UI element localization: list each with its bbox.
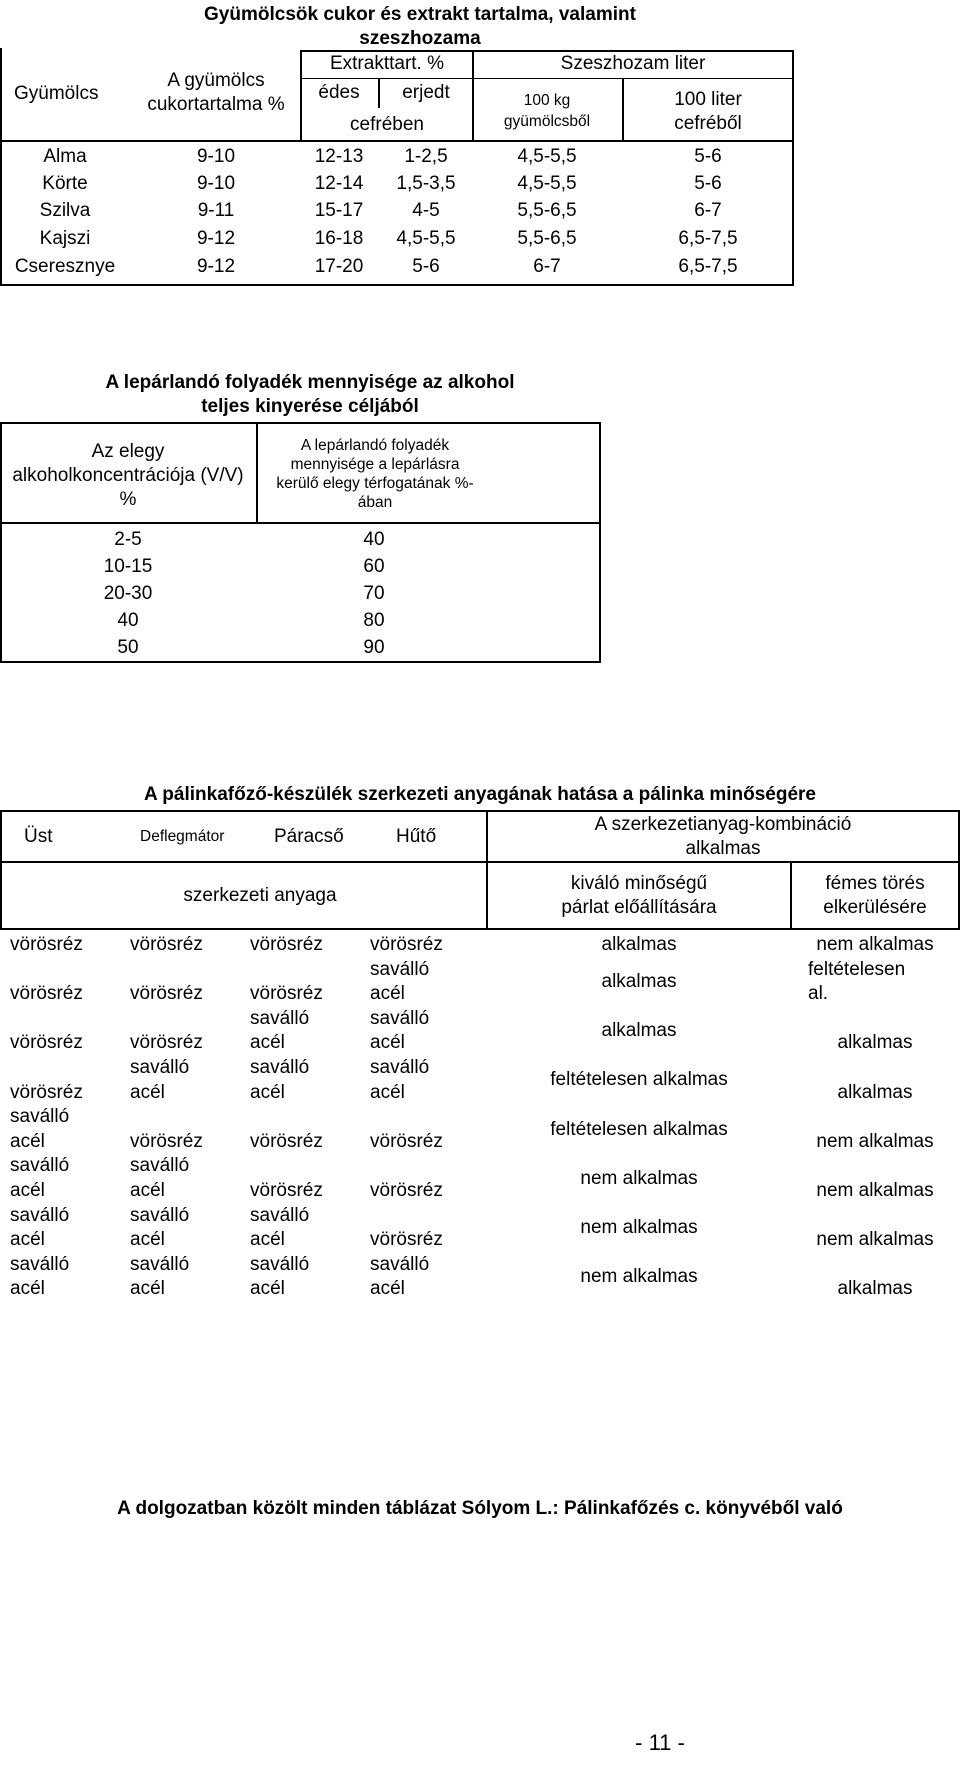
- table1-header-fermented: erjedt: [402, 82, 450, 103]
- table3-divider-metal: [790, 861, 792, 930]
- table3-cell-defl: saválló: [130, 1057, 190, 1078]
- table3-header-quality-line2: párlat előállítására: [561, 897, 717, 918]
- table3-cell-para: saválló: [250, 1253, 310, 1275]
- table1-cell-liter: 6,5-7,5: [678, 228, 738, 249]
- table3-cell-ust: saválló: [10, 1155, 70, 1177]
- table3-title: A pálinkafőző-készülék szerkezeti anyagának hatása a pálinka minőségére: [144, 784, 816, 805]
- table3-cell-huto: acél: [370, 1278, 405, 1300]
- table3-cell-ust: saválló: [10, 1253, 70, 1275]
- table3-cell-huto: vörösréz: [370, 934, 443, 955]
- table2-header-left-line3: %: [119, 489, 137, 510]
- table3-cell-defl: vörösréz: [130, 1032, 203, 1054]
- table1-header-100l-line1: 100 liter: [674, 89, 742, 110]
- table1-header-extract: Extrakttart. %: [329, 53, 445, 74]
- table1-cell-sweet: 16-18: [314, 228, 364, 249]
- table3-header-mid: [0, 861, 960, 863]
- table1-cell-fruit: Körte: [42, 173, 88, 194]
- table1-title-line2: szeszhozama: [359, 28, 481, 49]
- table3-cell-para: acél: [250, 1278, 285, 1300]
- table2-header-bottom: [0, 522, 601, 524]
- table3-cell-quality: feltételesen alkalmas: [550, 1118, 728, 1140]
- table1-cell-fermented: 1,5-3,5: [396, 173, 456, 194]
- table1-cell-liter: 6-7: [694, 200, 722, 221]
- table1-cell-fruit: Kajszi: [39, 228, 91, 249]
- table2-header-right-line3: kerülő elegy térfogatának %-: [276, 475, 474, 492]
- table3-cell-ust: vörösréz: [10, 934, 83, 955]
- table3-cell-huto: saválló: [370, 1057, 430, 1078]
- table3-cell-huto: vörösréz: [370, 1180, 443, 1201]
- table3-header-deflegmator: Deflegmátor: [140, 828, 225, 845]
- table-row: [0, 583, 601, 609]
- table3-cell-para: vörösréz: [250, 1130, 323, 1152]
- table2-header-left-line1: Az elegy: [91, 441, 165, 462]
- table2-cell-amount: 70: [363, 583, 385, 604]
- table1-cell-fermented: 5-6: [412, 256, 440, 277]
- table3-cell-quality: nem alkalmas: [580, 1266, 698, 1288]
- table3-cell-huto: vörösréz: [370, 1130, 443, 1152]
- table3-cell-para: acél: [250, 1032, 285, 1054]
- table1-header-sweet: édes: [318, 82, 360, 103]
- table3-cell-defl: vörösréz: [130, 1130, 203, 1152]
- table1-title-line1: Gyümölcsök cukor és extrakt tartalma, valamint: [204, 4, 636, 25]
- table3-header-quality-line1: kiváló minőségű: [570, 873, 708, 894]
- table2-cell-conc: 10-15: [103, 556, 153, 577]
- table1-header-in-mash: cefrében: [350, 114, 424, 135]
- table2-header-right-line1: A lepárlandó folyadék: [300, 437, 450, 454]
- table3-header-bottom: [0, 928, 960, 930]
- table3-cell-metal: alkalmas: [837, 1081, 913, 1103]
- table3-header-combo-line2: alkalmas: [685, 838, 761, 859]
- table3-cell-ust: saválló: [10, 1106, 70, 1128]
- table-row: [0, 146, 794, 172]
- table-row: [0, 610, 601, 636]
- table-row: [0, 529, 601, 555]
- table3-cell-quality: alkalmas: [601, 970, 677, 992]
- table-row: [0, 173, 794, 199]
- table1-line-extract: [300, 78, 474, 79]
- table3-cell-huto: vörösréz: [370, 1229, 443, 1251]
- table3-cell-para: acél: [250, 1081, 285, 1103]
- table1-cell-fruit: Szilva: [39, 200, 91, 221]
- table3-cell-quality: nem alkalmas: [580, 1167, 698, 1189]
- table3-cell-metal: nem alkalmas: [816, 1229, 934, 1251]
- table3-cell-para: saválló: [250, 1057, 310, 1078]
- table1-cell-kg: 5,5-6,5: [517, 228, 577, 249]
- table1-cell-sugar: 9-12: [196, 256, 236, 277]
- table1-cell-kg: 4,5-5,5: [517, 173, 577, 194]
- table1-header-100kg-line2: gyümölcsből: [503, 113, 591, 130]
- table3-cell-metal: nem alkalmas: [816, 934, 934, 955]
- table3-cell-defl: vörösréz: [130, 934, 203, 955]
- table3-cell-metal: alkalmas: [837, 1032, 913, 1054]
- table2-header-right-line4: ában: [357, 494, 393, 511]
- table3-cell-para: vörösréz: [250, 1180, 323, 1201]
- table1-header-sugar-line2: cukortartalma %: [147, 94, 285, 115]
- table3-cell-ust: acél: [10, 1180, 45, 1201]
- table1-cell-kg: 4,5-5,5: [517, 146, 577, 167]
- table1-header-fruit: Gyümölcs: [14, 83, 99, 104]
- table1-cell-sweet: 17-20: [314, 256, 364, 277]
- table-row: [0, 256, 794, 282]
- table1-border-bottom: [0, 284, 794, 286]
- table2-cell-amount: 60: [363, 556, 385, 577]
- table-row: [0, 228, 794, 254]
- table2-cell-amount: 80: [363, 610, 385, 631]
- table3-cell-defl: saválló: [130, 1204, 190, 1226]
- table3-cell-quality: feltételesen alkalmas: [550, 1069, 728, 1091]
- table3-cell-metal: nem alkalmas: [816, 1130, 934, 1152]
- table1-border-top: [300, 50, 794, 52]
- table3-cell-metal: feltételesen: [808, 958, 906, 980]
- table1-cell-liter: 5-6: [694, 146, 722, 167]
- table3-cell-para: vörösréz: [250, 934, 323, 955]
- table1-cell-sugar: 9-10: [196, 146, 236, 167]
- table3-cell-ust: saválló: [10, 1204, 70, 1226]
- table3-header-metal-line2: elkerülésére: [823, 897, 927, 918]
- table1-cell-fermented: 1-2,5: [404, 146, 448, 167]
- table3-cell-huto: saválló: [370, 958, 430, 980]
- table2-cell-conc: 50: [117, 637, 139, 658]
- table3-cell-defl: saválló: [130, 1253, 190, 1275]
- table3-cell-para: saválló: [250, 1204, 310, 1226]
- table3-cell-defl: acél: [130, 1229, 165, 1251]
- table3-cell-defl: acél: [130, 1081, 165, 1103]
- table3-header-ust: Üst: [24, 826, 53, 847]
- table1-cell-fermented: 4-5: [412, 200, 440, 221]
- table1-line-spirit: [472, 78, 794, 79]
- table1-cell-fruit: Alma: [43, 146, 87, 167]
- table3-cell-para: acél: [250, 1229, 285, 1251]
- table3-cell-defl: acél: [130, 1278, 165, 1300]
- table3-cell-huto: acél: [370, 1032, 405, 1054]
- source-note: A dolgozatban közölt minden táblázat Sólyom L.: Pálinkafőzés c. könyvéből való: [117, 1498, 843, 1519]
- table3-cell-para: saválló: [250, 1007, 310, 1029]
- table3-cell-para: vörösréz: [250, 983, 323, 1005]
- table3-header-material: szerkezeti anyaga: [183, 885, 337, 906]
- table3-header-paracso: Páracső: [274, 826, 344, 847]
- table3-cell-huto: saválló: [370, 1253, 430, 1275]
- table1-header-100kg-line1: 100 kg: [523, 92, 571, 109]
- table3-header-combo-line1: A szerkezetianyag-kombináció: [594, 814, 852, 835]
- table1-cell-sweet: 12-13: [314, 146, 364, 167]
- table2-cell-conc: 40: [117, 610, 139, 631]
- table2-title-line1: A lepárlandó folyadék mennyisége az alkohol: [105, 372, 515, 393]
- table3-cell-defl: saválló: [130, 1155, 190, 1177]
- table1-cell-liter: 5-6: [694, 173, 722, 194]
- table3-cell-ust: vörösréz: [10, 983, 83, 1005]
- table1-cell-sweet: 15-17: [314, 200, 364, 221]
- table3-cell-ust: vörösréz: [10, 1032, 83, 1054]
- table3-border-top: [0, 810, 960, 812]
- table1-header-sugar-line1: A gyümölcs: [167, 70, 265, 91]
- table3-cell-ust: vörösréz: [10, 1081, 83, 1103]
- table1-cell-sugar: 9-12: [196, 228, 236, 249]
- table3-border-left: [0, 810, 2, 930]
- table-row: [0, 556, 601, 582]
- table3-cell-defl: vörösréz: [130, 983, 203, 1005]
- table2-header-left-line2: alkoholkoncentrációja (V/V): [12, 465, 244, 486]
- table2-cell-conc: 2-5: [114, 529, 142, 550]
- table3-header-metal-line1: fémes törés: [825, 873, 925, 894]
- table2-cell-amount: 40: [363, 529, 385, 550]
- table3-cell-ust: acél: [10, 1130, 45, 1152]
- table1-cell-kg: 6-7: [533, 256, 561, 277]
- table1-header-spirit: Szeszhozam liter: [560, 53, 706, 74]
- table2-title-line2: teljes kinyerése céljából: [201, 396, 419, 417]
- table3-cell-huto: saválló: [370, 1007, 430, 1029]
- table3-cell-metal: al.: [808, 983, 829, 1005]
- table2-cell-amount: 90: [363, 637, 385, 658]
- table3-cell-quality: alkalmas: [601, 934, 677, 955]
- table-row: [0, 637, 601, 663]
- page-number: - 11 -: [635, 1730, 685, 1755]
- table1-cell-fruit: Cseresznye: [14, 256, 116, 277]
- table3-cell-huto: acél: [370, 983, 405, 1005]
- table1-header-bottom: [0, 140, 794, 142]
- table3-cell-defl: acél: [130, 1180, 165, 1201]
- table1-cell-sugar: 9-11: [197, 200, 235, 221]
- table2-header-right-line2: mennyisége a lepárlásra: [290, 456, 460, 473]
- table2-cell-conc: 20-30: [103, 583, 153, 604]
- table1-cell-sweet: 12-14: [314, 173, 364, 194]
- table1-cell-kg: 5,5-6,5: [517, 200, 577, 221]
- table3-cell-metal: nem alkalmas: [816, 1180, 934, 1201]
- table3-cell-quality: alkalmas: [601, 1020, 677, 1042]
- table2-border-top: [0, 422, 601, 424]
- table-row: [0, 200, 794, 226]
- table3-cell-quality: nem alkalmas: [580, 1216, 698, 1238]
- table1-header-100l-line2: cefréből: [674, 113, 742, 134]
- table1-cell-liter: 6,5-7,5: [678, 256, 738, 277]
- table3-header-huto: Hűtő: [396, 826, 437, 847]
- table3-cell-ust: acél: [10, 1229, 45, 1251]
- table3-cell-huto: acél: [370, 1081, 405, 1103]
- table3-cell-ust: acél: [10, 1278, 45, 1300]
- table1-cell-sugar: 9-10: [196, 173, 236, 194]
- table1-cell-fermented: 4,5-5,5: [396, 228, 456, 249]
- table3-cell-metal: alkalmas: [837, 1278, 913, 1300]
